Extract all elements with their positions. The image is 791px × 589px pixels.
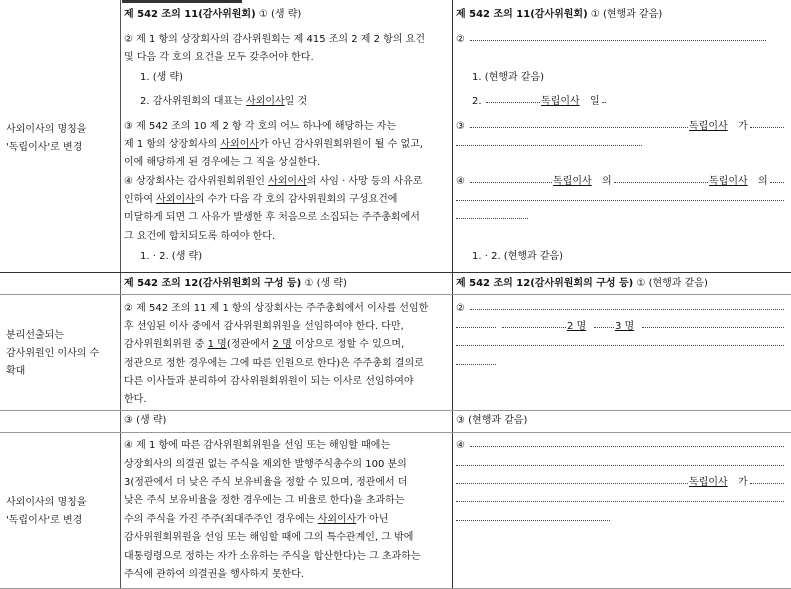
omission-dash — [470, 182, 552, 183]
omission-dash — [456, 501, 784, 502]
row4-new-term: 독립이사 — [689, 477, 728, 488]
row4-label-line2: '독립이사'로 변경 — [6, 515, 83, 526]
row2-old-line: 감사위원회위원 중 1 명(정관에서 2 명 이상으로 정할 수 있으며, — [124, 339, 405, 350]
omission-dash — [456, 327, 496, 328]
row1-old-line: 인하여 사외이사의 수가 다음 각 호의 감사위원회의 구성요건에 — [124, 194, 398, 205]
row4-label-line1: 사외이사의 명칭을 — [6, 497, 87, 508]
row3-old-text: ③ (생 략) — [124, 415, 167, 426]
row4-old-line: 상장회사의 의결권 없는 주식을 제외한 발행주식총수의 100 분의 — [124, 459, 407, 470]
row2-new-term-b: 3 명 — [615, 321, 635, 332]
row1-old-line: 1. · 2. (생 략) — [140, 251, 203, 262]
omission-dash — [486, 102, 540, 103]
omission-dash — [614, 182, 708, 183]
omission-dash — [750, 127, 784, 128]
row1-old-line: 및 다음 각 호의 요건을 모두 갖추어야 한다. — [124, 52, 314, 63]
row2-old-line: 후 선임된 이사 중에서 감사위원회위원을 선임하여야 한다. 다만, — [124, 321, 404, 332]
row2-old-heading: 제 542 조의 12(감사위원회의 구성 등) ① (생 략) — [124, 278, 347, 289]
omission-dash — [456, 218, 528, 219]
row2-label-line1: 분리선출되는 — [6, 330, 64, 341]
omission-dash — [470, 40, 766, 41]
row1-new-p4-suffix-a: 의 — [602, 176, 612, 187]
row4-old-line: 수의 주식을 가진 주주(최대주주인 경우에는 사외이사가 아닌 — [124, 514, 389, 525]
row1-old-line: ③ 제 542 조의 10 제 2 항 각 호의 어느 하나에 해당하는 자는 — [124, 121, 397, 132]
row4-old-line: ④ 제 1 항에 따른 감사위원회위원을 선임 또는 해임할 때에는 — [124, 440, 391, 451]
row-divider-1 — [0, 272, 791, 273]
row1-old-line: 1. (생 략) — [140, 72, 184, 83]
row-divider-2 — [0, 410, 791, 411]
row1-old-line: 미달하게 되면 그 사유가 발생한 후 처음으로 소집되는 주주총회에서 — [124, 212, 420, 223]
row4-old-line: 감사위원회위원을 선임 또는 해임할 때에 그의 특수관계인, 그 밖에 — [124, 532, 414, 543]
row1-label-line1: 사외이사의 명칭을 — [6, 124, 87, 135]
row2-old-line: 다른 이사들과 분리하여 감사위원회위원이 되는 이사로 선임하여야 — [124, 376, 414, 387]
row1-new-item12: 1. · 2. (현행과 같음) — [472, 251, 564, 262]
row2-old-line: 정관으로 정한 경우에는 그에 따른 인원으로 한다)은 주주총회 결의로 — [124, 358, 424, 369]
row4-old-line: 주식에 관하여 의결권을 행사하지 못한다. — [124, 569, 305, 580]
row1-new-item1: 1. (현행과 같음) — [472, 72, 545, 83]
row4-new-p4: ④ — [456, 440, 465, 451]
row1-new-item2-suffix: 일 — [590, 96, 600, 107]
row2-new-p2: ② — [456, 303, 465, 314]
row4-old-line: 낮은 주식 보유비율을 정한 경우에는 그 비율로 한다)을 초과하는 — [124, 495, 405, 506]
row1-new-p2: ② — [456, 34, 465, 45]
omission-dash — [456, 465, 784, 466]
row2-old-line: ② 제 542 조의 11 제 1 항의 상장회사는 주주총회에서 이사를 선임한 — [124, 303, 429, 314]
row1-old-line: 그 요건에 합치되도록 하여야 한다. — [124, 231, 276, 242]
row2-label-line3: 확대 — [6, 366, 26, 377]
top-strip — [122, 0, 242, 3]
omission-dash — [602, 102, 606, 103]
omission-dash — [470, 309, 784, 310]
omission-dash — [770, 182, 784, 183]
row2-label-line2: 감사위원인 이사의 수 — [6, 348, 100, 359]
omission-dash — [594, 327, 614, 328]
row1-new-item2-prefix: 2. — [472, 96, 482, 107]
row1-new-p3-term: 독립이사 — [689, 121, 728, 132]
row4-old-line: 3(정관에서 더 낮은 주식 보유비율을 정할 수 있으며, 정관에서 더 — [124, 477, 408, 488]
omission-dash — [642, 327, 784, 328]
row1-old-line: 제 1 항의 상장회사의 사외이사가 아닌 감사위원회위원이 될 수 없고, — [124, 139, 423, 150]
omission-dash — [470, 446, 784, 447]
row2-old-line: 한다. — [124, 394, 147, 405]
row1-new-p4-suffix-b: 의 — [758, 176, 768, 187]
row4-old-line: 대통령령으로 정하는 자가 소유하는 주식을 합산한다)는 그 초과하는 — [124, 551, 421, 562]
row-divider-3 — [0, 432, 791, 433]
row1-old-line: ④ 상장회사는 감사위원회위원인 사외이사의 사임 · 사망 등의 사유로 — [124, 176, 423, 187]
row1-old-line: 2. 감사위원회의 대표는 사외이사일 것 — [140, 96, 308, 107]
row1-old-line: ② 제 1 항의 상장회사의 감사위원회는 제 415 조의 2 제 2 항의 요건 — [124, 34, 425, 45]
row1-new-p3: ③ — [456, 121, 465, 132]
row2-new-term-a: 2 명 — [567, 321, 587, 332]
row1-new-p4-term-b: 독립이사 — [709, 176, 748, 187]
row1-new-p4: ④ — [456, 176, 465, 187]
omission-dash — [502, 327, 566, 328]
row2-new-heading: 제 542 조의 12(감사위원회의 구성 등) ① (현행과 같음) — [456, 278, 708, 289]
row1-new-p3-suffix: 가 — [738, 121, 748, 132]
row-divider-1b — [0, 294, 791, 295]
omission-dash — [470, 127, 688, 128]
omission-dash — [456, 345, 784, 346]
omission-dash — [456, 483, 688, 484]
row1-old-heading: 제 542 조의 11(감사위원회) ① (생 략) — [124, 9, 302, 20]
omission-dash — [456, 520, 610, 521]
row1-new-p4-term-a: 독립이사 — [553, 176, 592, 187]
row4-new-suffix: 가 — [738, 477, 748, 488]
row1-new-heading: 제 542 조의 11(감사위원회) ① (현행과 같음) — [456, 9, 663, 20]
omission-dash — [456, 364, 496, 365]
omission-dash — [750, 483, 784, 484]
omission-dash — [456, 145, 642, 146]
row1-label-line2: '독립이사'로 변경 — [6, 142, 83, 153]
row1-old-line: 이에 해당하게 된 경우에는 그 직을 상실한다. — [124, 157, 321, 168]
row3-new-text: ③ (현행과 같음) — [456, 415, 528, 426]
omission-dash — [456, 200, 784, 201]
row1-new-item2-term: 독립이사 — [541, 96, 580, 107]
